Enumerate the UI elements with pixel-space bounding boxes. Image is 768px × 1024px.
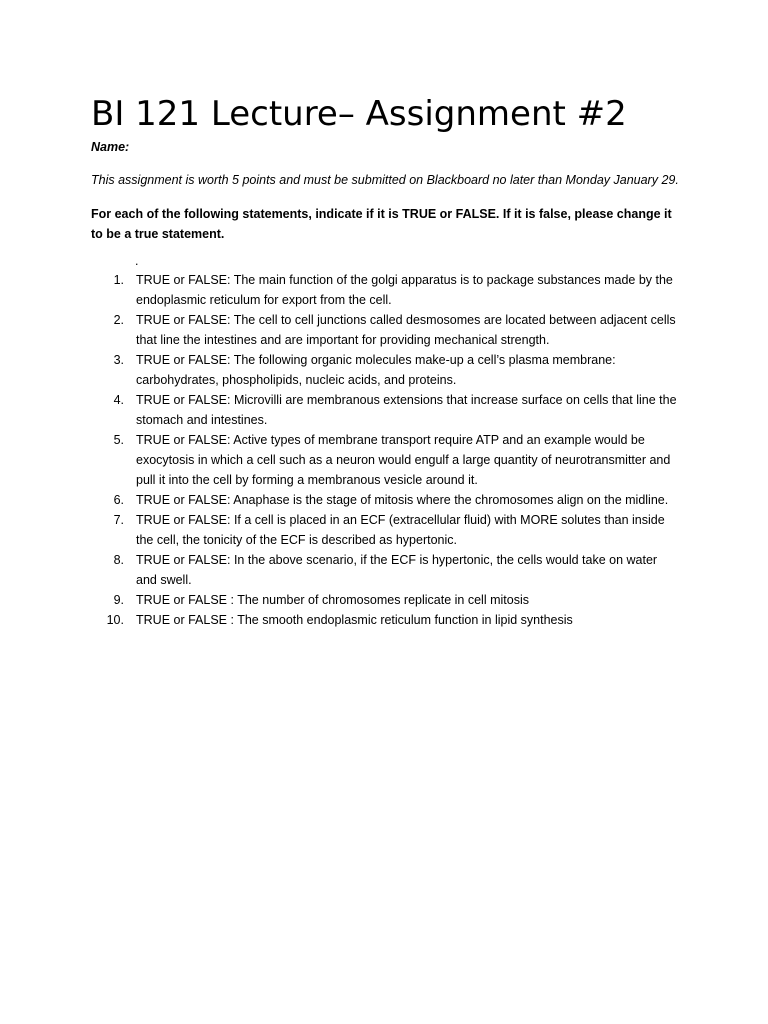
question-text: TRUE or FALSE: The cell to cell junctions called desmosomes are located between adjacent cells that line the intestines and are important for providing mechanical strength. xyxy=(136,313,676,347)
question-item xyxy=(91,430,681,490)
question-number: 4. xyxy=(113,393,124,407)
question-text: TRUE or FALSE : The number of chromosomes replicate in cell mitosis xyxy=(136,593,529,607)
question-text: TRUE or FALSE : The smooth endoplasmic reticulum function in lipid synthesis xyxy=(136,613,573,627)
question-item xyxy=(91,270,681,310)
question-item xyxy=(91,510,681,550)
question-number: 9. xyxy=(113,593,124,607)
question-number: 2. xyxy=(113,313,124,327)
question-number: 5. xyxy=(113,433,124,447)
question-text: TRUE or FALSE: Anaphase is the stage of mitosis where the chromosomes align on the midline. xyxy=(136,493,669,507)
question-number: 6. xyxy=(113,493,124,507)
question-text: TRUE or FALSE: The main function of the golgi apparatus is to package substances made by the endoplasmic reticulum for export from the cell. xyxy=(136,273,673,307)
question-number: 3. xyxy=(113,353,124,367)
question-item xyxy=(91,590,681,610)
document-page xyxy=(91,92,681,630)
question-item xyxy=(91,550,681,590)
question-item xyxy=(91,310,681,350)
question-item xyxy=(91,390,681,430)
question-list xyxy=(91,270,681,630)
question-item xyxy=(91,350,681,390)
stray-dot: . xyxy=(135,254,139,268)
question-text: TRUE or FALSE: Active types of membrane transport require ATP and an example would be exocytosis in which a cell such as a neuron would engulf a large quantity of neurotransmitter and pull it into the cell by forming a membranous vesicle around it. xyxy=(136,433,671,487)
question-number: 8. xyxy=(113,553,124,567)
name-label: Name: xyxy=(91,140,130,154)
question-number: 1. xyxy=(113,273,124,287)
question-item xyxy=(91,490,681,510)
question-text: TRUE or FALSE: In the above scenario, if the ECF is hypertonic, the cells would take on water and swell. xyxy=(136,553,658,587)
question-number: 10. xyxy=(106,613,124,627)
question-item xyxy=(91,610,681,630)
question-text: TRUE or FALSE: Microvilli are membranous extensions that increase surface on cells that line the stomach and intestines. xyxy=(136,393,677,427)
question-text: TRUE or FALSE: The following organic molecules make-up a cell’s plasma membrane: carbohydrates, phospholipids, nucleic acids, and proteins. xyxy=(136,353,616,387)
question-number: 7. xyxy=(113,513,124,527)
document-title: BI 121 Lecture– Assignment #2 xyxy=(91,94,627,134)
instructions-paragraph: For each of the following statements, indicate if it is TRUE or FALSE. If it is false, please change it to be a true statement. xyxy=(91,207,672,241)
intro-paragraph: This assignment is worth 5 points and must be submitted on Blackboard no later than Monday January 29. xyxy=(91,173,679,187)
question-text: TRUE or FALSE: If a cell is placed in an ECF (extracellular fluid) with MORE solutes than inside the cell, the tonicity of the ECF is described as hypertonic. xyxy=(136,513,665,547)
